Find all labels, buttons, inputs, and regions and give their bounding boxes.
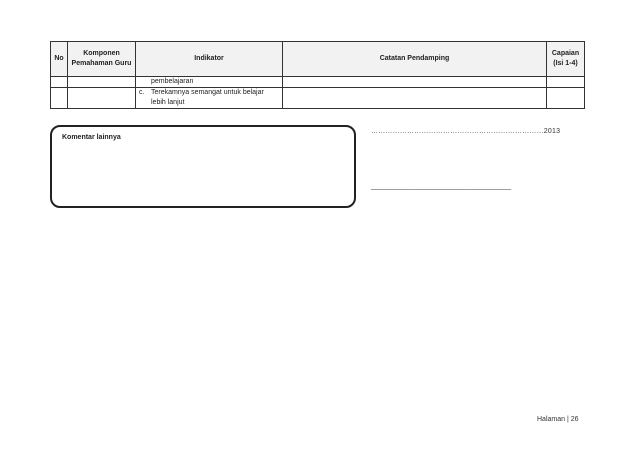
indicator-letter: c. (139, 89, 145, 96)
signature-date-line: ………………………………………………………………2013 (371, 128, 561, 135)
assessment-table (50, 41, 585, 109)
cell-catatan[interactable] (283, 77, 547, 88)
indicator-text: Terekamnya semangat untuk belajar lebih lanjut (151, 89, 264, 106)
header-catatan: Catatan Pendamping (283, 42, 547, 77)
cell-catatan[interactable] (283, 88, 547, 109)
header-capaian: Capaian (Isi 1-4) (547, 42, 585, 77)
cell-no (51, 88, 68, 109)
comment-box[interactable] (50, 125, 356, 208)
header-indikator: Indikator (136, 42, 283, 77)
indicator-letter (139, 77, 151, 87)
cell-no (51, 77, 68, 88)
table-row (51, 77, 585, 88)
table-header-row (51, 42, 585, 77)
table-row (51, 88, 585, 109)
signature-name-line: ____________________________________ (371, 183, 512, 190)
header-komponen: Komponen Pemahaman Guru (68, 42, 136, 77)
cell-komponen (68, 88, 136, 109)
page-number: Halaman | 26 (537, 416, 579, 423)
header-no: No (51, 42, 68, 77)
indicator-text: pembelajaran (151, 78, 194, 85)
cell-komponen (68, 77, 136, 88)
comment-title: Komentar lainnya (62, 134, 121, 141)
cell-capaian[interactable] (547, 77, 585, 88)
cell-capaian[interactable] (547, 88, 585, 109)
cell-indikator (136, 77, 283, 88)
cell-indikator (136, 88, 283, 109)
